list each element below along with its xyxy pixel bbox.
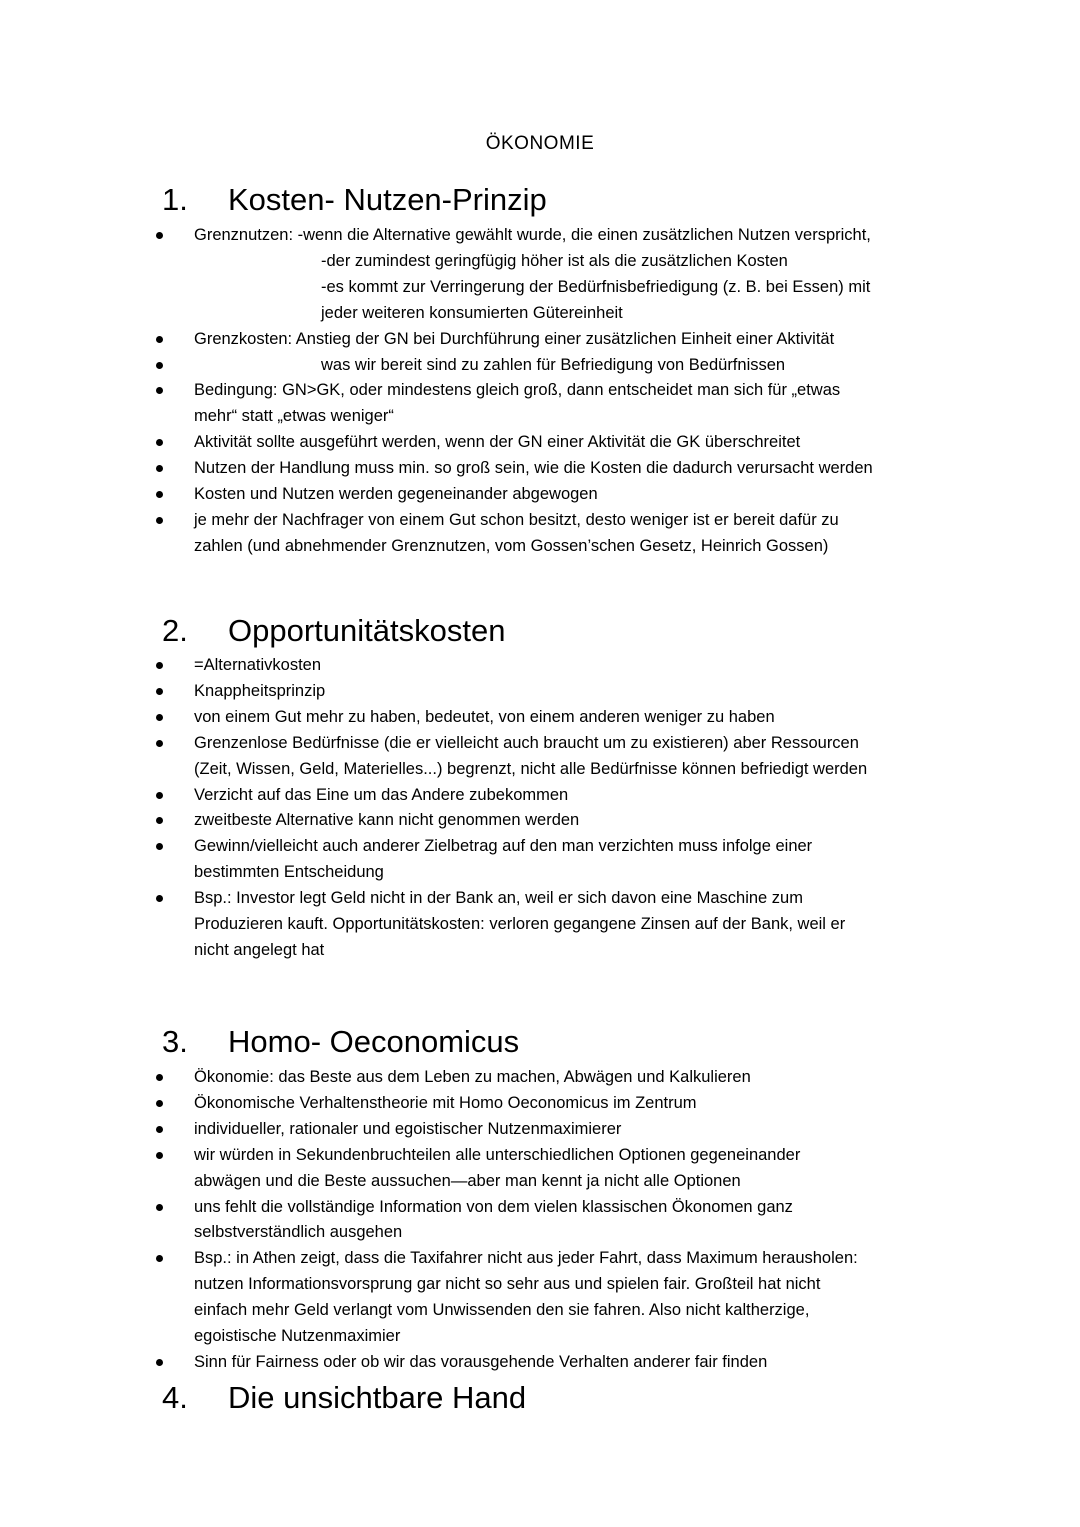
list-item: Grenzkosten: Anstieg der GN bei Durchführung einer zusätzlichen Einheit einer Aktivität — [0, 327, 1080, 353]
list-item: uns fehlt die vollständige Information von dem vielen klassischen Ökonomen ganz selbstverständlich ausgehen — [0, 1195, 1080, 1247]
bullet-icon — [156, 387, 163, 394]
section-heading-1 — [162, 180, 547, 220]
list-item: Bsp.: Investor legt Geld nicht in der Bank an, weil er sich davon eine Maschine zum Produzieren kauft. Opportunitätskosten: verloren gegangene Zinsen auf der Bank, weil er nicht angelegt hat — [0, 886, 1080, 964]
section-heading-3 — [162, 1022, 519, 1062]
section-heading-4 — [162, 1378, 526, 1418]
list-item: was wir bereit sind zu zahlen für Befriedigung von Bedürfnissen — [0, 353, 1080, 379]
bullet-icon — [156, 1359, 163, 1366]
bullet-icon — [156, 1074, 163, 1081]
bullet-icon — [156, 1152, 163, 1159]
section-heading-2 — [162, 611, 505, 651]
page-title: ÖKONOMIE — [485, 133, 595, 154]
bullet-icon — [156, 517, 163, 524]
section-number: 4. — [162, 1380, 188, 1415]
list-item: Ökonomie: das Beste aus dem Leben zu machen, Abwägen und Kalkulieren — [0, 1065, 1080, 1091]
section-number: 3. — [162, 1024, 188, 1059]
bullet-icon — [156, 232, 163, 239]
bullet-icon — [156, 491, 163, 498]
list-item: von einem Gut mehr zu haben, bedeutet, von einem anderen weniger zu haben — [0, 705, 1080, 731]
list-item: Gewinn/vielleicht auch anderer Zielbetrag auf den man verzichten muss infolge einer bestimmten Entscheidung — [0, 834, 1080, 886]
list-item: zweitbeste Alternative kann nicht genommen werden — [0, 808, 1080, 834]
list-item: Verzicht auf das Eine um das Andere zubekommen — [0, 783, 1080, 809]
list-item: Bsp.: in Athen zeigt, dass die Taxifahrer nicht aus jeder Fahrt, dass Maximum herausholen: nutzen Informationsvorsprung gar nicht so sehr aus und spielen fair. Großteil hat nicht einfach mehr Geld verlangt vom Unwissenden den sie fahren. Also nicht kaltherzige, egoistische Nutzenmaximier — [0, 1246, 1080, 1350]
list-item: Grenzenlose Bedürfnisse (die er vielleicht auch braucht um zu existieren) aber Ressourcen (Zeit, Wissen, Geld, Materielles...) begrenzt, nicht alle Bedürfnisse können befriedigt werden — [0, 731, 1080, 783]
list-item: Kosten und Nutzen werden gegeneinander abgewogen — [0, 482, 1080, 508]
list-item: je mehr der Nachfrager von einem Gut schon besitzt, desto weniger ist er bereit dafür zu zahlen (und abnehmender Grenznutzen, vom Gossen’schen Gesetz, Heinrich Gossen) — [0, 508, 1080, 560]
bullet-icon — [156, 1100, 163, 1107]
bullet-icon — [156, 362, 163, 369]
list-item: =Alternativkosten — [0, 653, 1080, 679]
list-item: Aktivität sollte ausgeführt werden, wenn der GN einer Aktivität die GK überschreitet — [0, 430, 1080, 456]
section-title: Homo- Oeconomicus — [228, 1024, 520, 1059]
section-2-list — [0, 653, 1080, 964]
list-item: Bedingung: GN>GK, oder mindestens gleich groß, dann entscheidet man sich für „etwas mehr“ statt „etwas weniger“ — [0, 378, 1080, 430]
list-item: Nutzen der Handlung muss min. so groß sein, wie die Kosten die dadurch verursacht werden — [0, 456, 1080, 482]
bullet-icon — [156, 465, 163, 472]
bullet-icon — [156, 688, 163, 695]
section-title: Die unsichtbare Hand — [228, 1380, 527, 1415]
bullet-icon — [156, 817, 163, 824]
list-item: Grenznutzen: -wenn die Alternative gewählt wurde, die einen zusätzlichen Nutzen verspricht, -der zumindest geringfügig höher ist als die zusätzlichen Kosten -es kommt zur Verringerung der Bedürfnisbefriedigung (z. B. bei Essen) mit jeder weiteren konsumierten Gütereinheit — [0, 223, 1080, 327]
section-3-list — [0, 1065, 1080, 1376]
bullet-icon — [156, 895, 163, 902]
section-title: Kosten- Nutzen-Prinzip — [228, 182, 547, 217]
bullet-icon — [156, 740, 163, 747]
section-number: 1. — [162, 182, 188, 217]
section-number: 2. — [162, 613, 188, 648]
list-item: individueller, rationaler und egoistischer Nutzenmaximierer — [0, 1117, 1080, 1143]
list-item: Ökonomische Verhaltenstheorie mit Homo Oeconomicus im Zentrum — [0, 1091, 1080, 1117]
section-1-list — [0, 223, 1080, 560]
bullet-icon — [156, 662, 163, 669]
bullet-icon — [156, 714, 163, 721]
section-title: Opportunitätskosten — [228, 613, 506, 648]
bullet-icon — [156, 792, 163, 799]
bullet-icon — [156, 843, 163, 850]
bullet-icon — [156, 439, 163, 446]
bullet-icon — [156, 1126, 163, 1133]
list-item: Sinn für Fairness oder ob wir das vorausgehende Verhalten anderer fair finden — [0, 1350, 1080, 1376]
bullet-icon — [156, 1255, 163, 1262]
bullet-icon — [156, 1204, 163, 1211]
list-item: wir würden in Sekundenbruchteilen alle unterschiedlichen Optionen gegeneinander abwägen und die Beste aussuchen—aber man kennt ja nicht alle Optionen — [0, 1143, 1080, 1195]
bullet-icon — [156, 336, 163, 343]
list-item: Knappheitsprinzip — [0, 679, 1080, 705]
